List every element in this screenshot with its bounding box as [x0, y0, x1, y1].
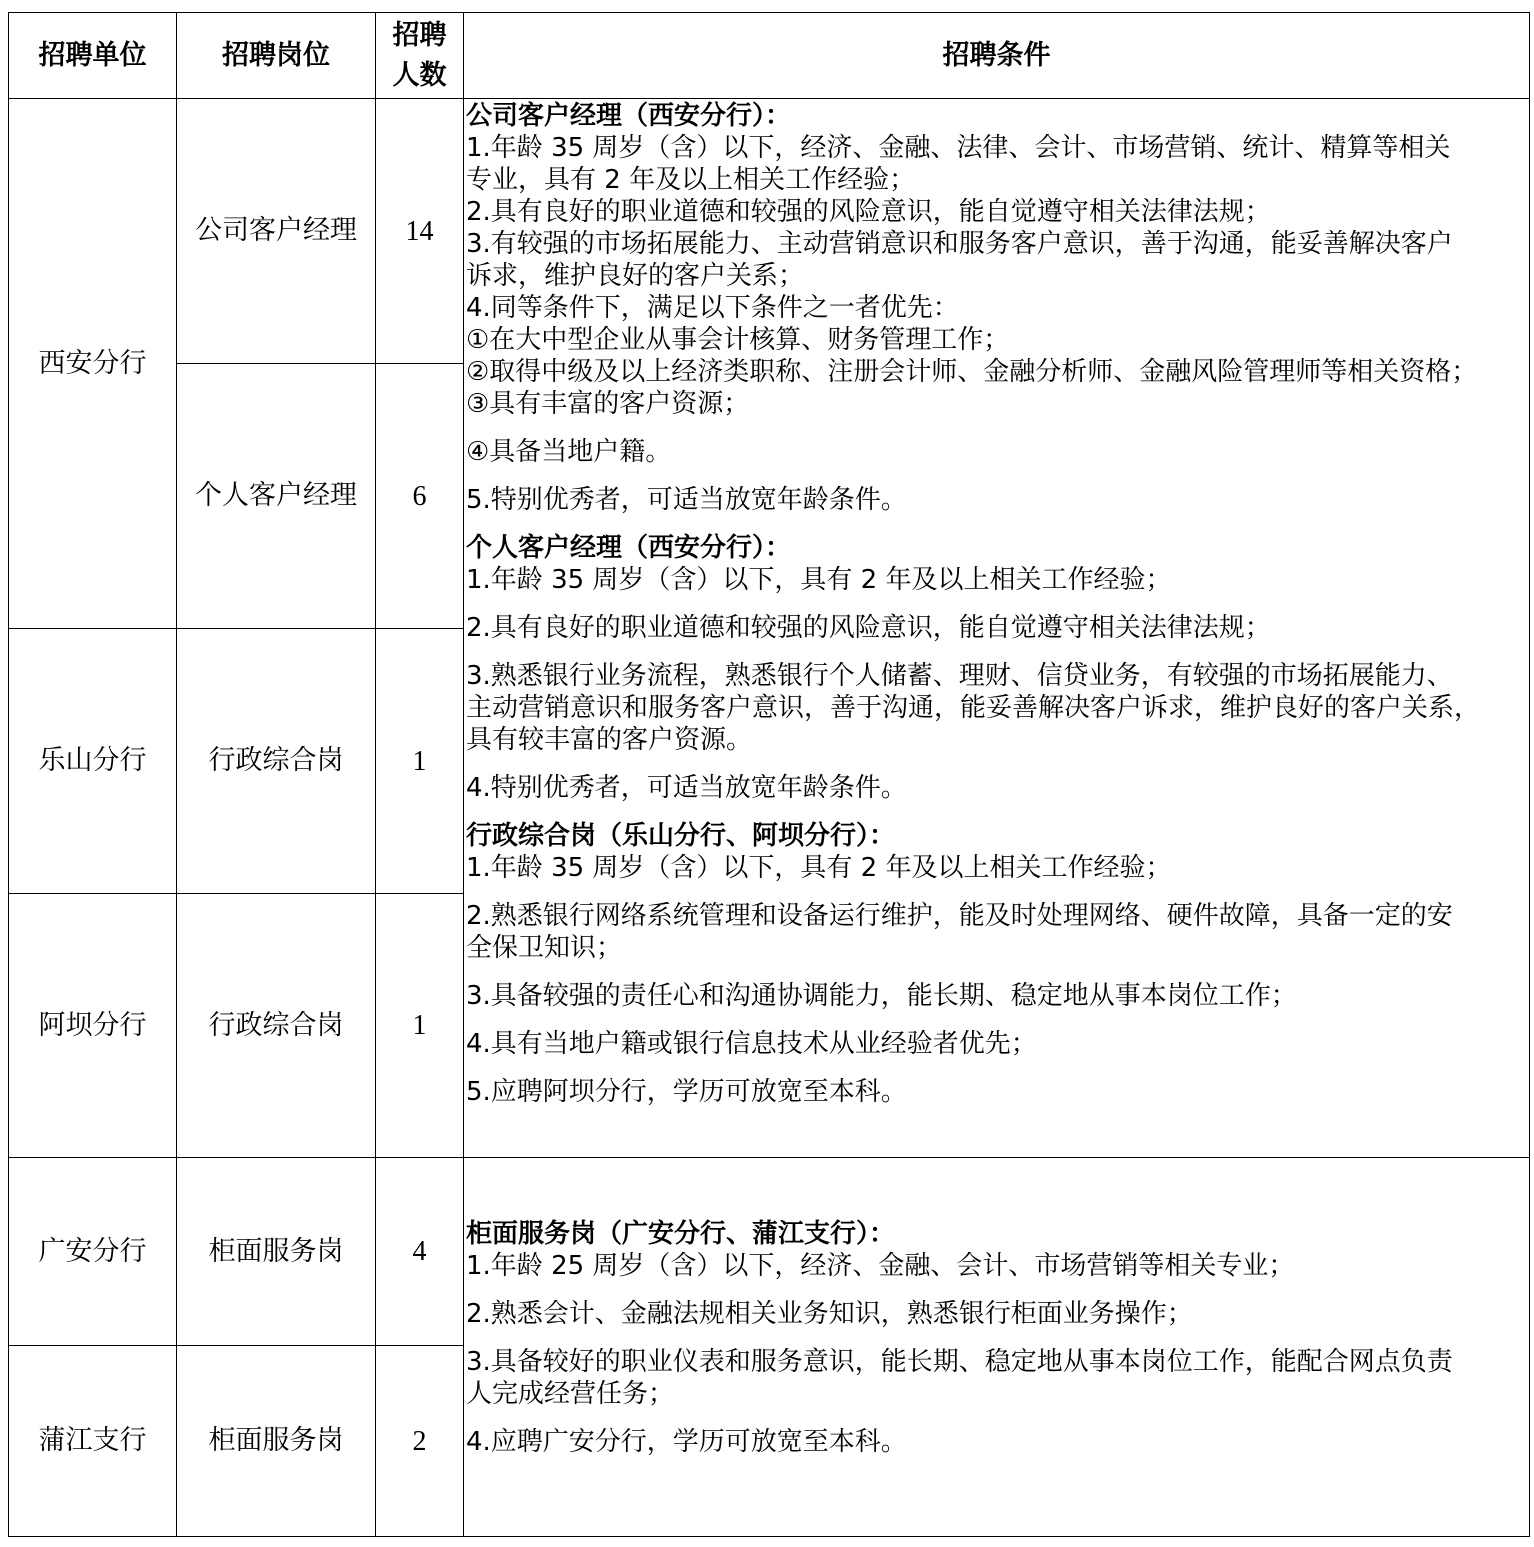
- header-count-line1: 招聘: [392, 19, 447, 51]
- condition-line: ④具备当地户籍。: [466, 437, 672, 467]
- condition-line: 1.年龄 25 周岁（含）以下，经济、金融、会计、市场营销等相关专业；: [466, 1251, 1295, 1281]
- count-cell: [375, 1345, 464, 1537]
- condition-line: 专业，具有 2 年及以上相关工作经验；: [466, 165, 916, 195]
- header-position-label: 招聘岗位: [222, 39, 330, 71]
- count-value: 2: [412, 1425, 427, 1457]
- count-value: 6: [412, 480, 427, 512]
- count-value: 4: [412, 1236, 427, 1267]
- count-cell: [375, 893, 464, 1158]
- unit-label: 广安分行: [38, 1235, 147, 1267]
- count-cell: [375, 98, 464, 364]
- condition-line: ②取得中级及以上经济类职称、注册会计师、金融分析师、金融风险管理师等相关资格；: [466, 357, 1478, 387]
- unit-label: 蒲江支行: [38, 1425, 147, 1457]
- condition-line: 4.应聘广安分行，学历可放宽至本科。: [466, 1427, 907, 1457]
- header-count-line2: 人数: [392, 59, 447, 91]
- condition-line: 3.具备较好的职业仪表和服务意识，能长期、稳定地从事本岗位工作，能配合网点负责: [466, 1347, 1453, 1377]
- condition-line: 3.熟悉银行业务流程，熟悉银行个人储蓄、理财、信贷业务，有较强的市场拓展能力、: [466, 661, 1453, 691]
- position-label: 柜面服务岗: [208, 1425, 344, 1457]
- unit-cell-aba: [8, 893, 177, 1158]
- position-cell: [176, 893, 376, 1158]
- condition-line: 3.具备较强的责任心和沟通协调能力，能长期、稳定地从事本岗位工作；: [466, 981, 1297, 1011]
- header-position: [176, 12, 376, 99]
- unit-cell-guangan: [8, 1157, 177, 1346]
- count-value: 1: [412, 1010, 427, 1041]
- condition-line: 4.同等条件下，满足以下条件之一者优先：: [466, 293, 959, 323]
- position-cell: [176, 628, 376, 894]
- condition-title: 柜面服务岗（广安分行、蒲江支行）：: [466, 1219, 896, 1249]
- position-cell: [176, 98, 376, 364]
- position-label: 行政综合岗: [208, 745, 344, 777]
- count-value: 1: [412, 745, 427, 777]
- position-cell: [176, 1157, 376, 1346]
- unit-label: 乐山分行: [38, 745, 147, 777]
- position-label: 柜面服务岗: [208, 1235, 344, 1267]
- header-conditions: [463, 12, 1530, 99]
- count-cell: [375, 363, 464, 629]
- condition-line: 5.应聘阿坝分行，学历可放宽至本科。: [466, 1077, 907, 1107]
- condition-line: 人完成经营任务；: [466, 1379, 675, 1409]
- condition-title: 公司客户经理（西安分行）：: [466, 101, 792, 131]
- condition-line: 2.熟悉银行网络系统管理和设备运行维护，能及时处理网络、硬件故障，具备一定的安: [466, 901, 1453, 931]
- condition-line: 3.有较强的市场拓展能力、主动营销意识和服务客户意识，善于沟通，能妥善解决客户: [466, 229, 1453, 259]
- header-count: [375, 12, 464, 99]
- unit-label: 西安分行: [38, 347, 147, 379]
- condition-line: 主动营销意识和服务客户意识，善于沟通，能妥善解决客户诉求，维护良好的客户关系，: [466, 693, 1481, 723]
- position-label: 公司客户经理: [195, 215, 357, 247]
- condition-line: 1.年龄 35 周岁（含）以下，经济、金融、法律、会计、市场营销、统计、精算等相关: [466, 133, 1451, 163]
- condition-line: 诉求，维护良好的客户关系；: [466, 261, 805, 291]
- condition-title: 个人客户经理（西安分行）：: [466, 533, 792, 563]
- condition-line: 全保卫知识；: [466, 933, 623, 963]
- unit-cell-pujiang: [8, 1345, 177, 1537]
- condition-line: 4.特别优秀者，可适当放宽年龄条件。: [466, 773, 907, 803]
- condition-line: 2.具有良好的职业道德和较强的风险意识，能自觉遵守相关法律法规；: [466, 197, 1271, 227]
- count-cell: [375, 628, 464, 894]
- condition-title: 行政综合岗（乐山分行、阿坝分行）：: [466, 821, 896, 851]
- condition-line: 2.具有良好的职业道德和较强的风险意识，能自觉遵守相关法律法规；: [466, 613, 1271, 643]
- unit-cell-leshan: [8, 628, 177, 894]
- condition-line: 1.年龄 35 周岁（含）以下，具有 2 年及以上相关工作经验；: [466, 853, 1172, 883]
- position-cell: [176, 1345, 376, 1537]
- count-value: 14: [405, 215, 434, 247]
- condition-line: 4.具有当地户籍或银行信息技术从业经验者优先；: [466, 1029, 1037, 1059]
- position-cell: [176, 363, 376, 629]
- position-label: 个人客户经理: [195, 480, 357, 512]
- condition-line: ①在大中型企业从事会计核算、财务管理工作；: [466, 325, 1010, 355]
- condition-line: 5.特别优秀者，可适当放宽年龄条件。: [466, 485, 907, 515]
- condition-line: ③具有丰富的客户资源；: [466, 389, 750, 419]
- unit-label: 阿坝分行: [38, 1009, 147, 1041]
- condition-line: 1.年龄 35 周岁（含）以下，具有 2 年及以上相关工作经验；: [466, 565, 1172, 595]
- header-conditions-label: 招聘条件: [942, 39, 1051, 71]
- condition-line: 2.熟悉会计、金融法规相关业务知识，熟悉银行柜面业务操作；: [466, 1299, 1193, 1329]
- unit-cell-xian: [8, 98, 177, 629]
- header-unit-label: 招聘单位: [38, 39, 147, 71]
- condition-line: 具有较丰富的客户资源。: [466, 725, 753, 755]
- count-cell: [375, 1157, 464, 1346]
- header-unit: [8, 12, 177, 99]
- position-label: 行政综合岗: [208, 1009, 344, 1041]
